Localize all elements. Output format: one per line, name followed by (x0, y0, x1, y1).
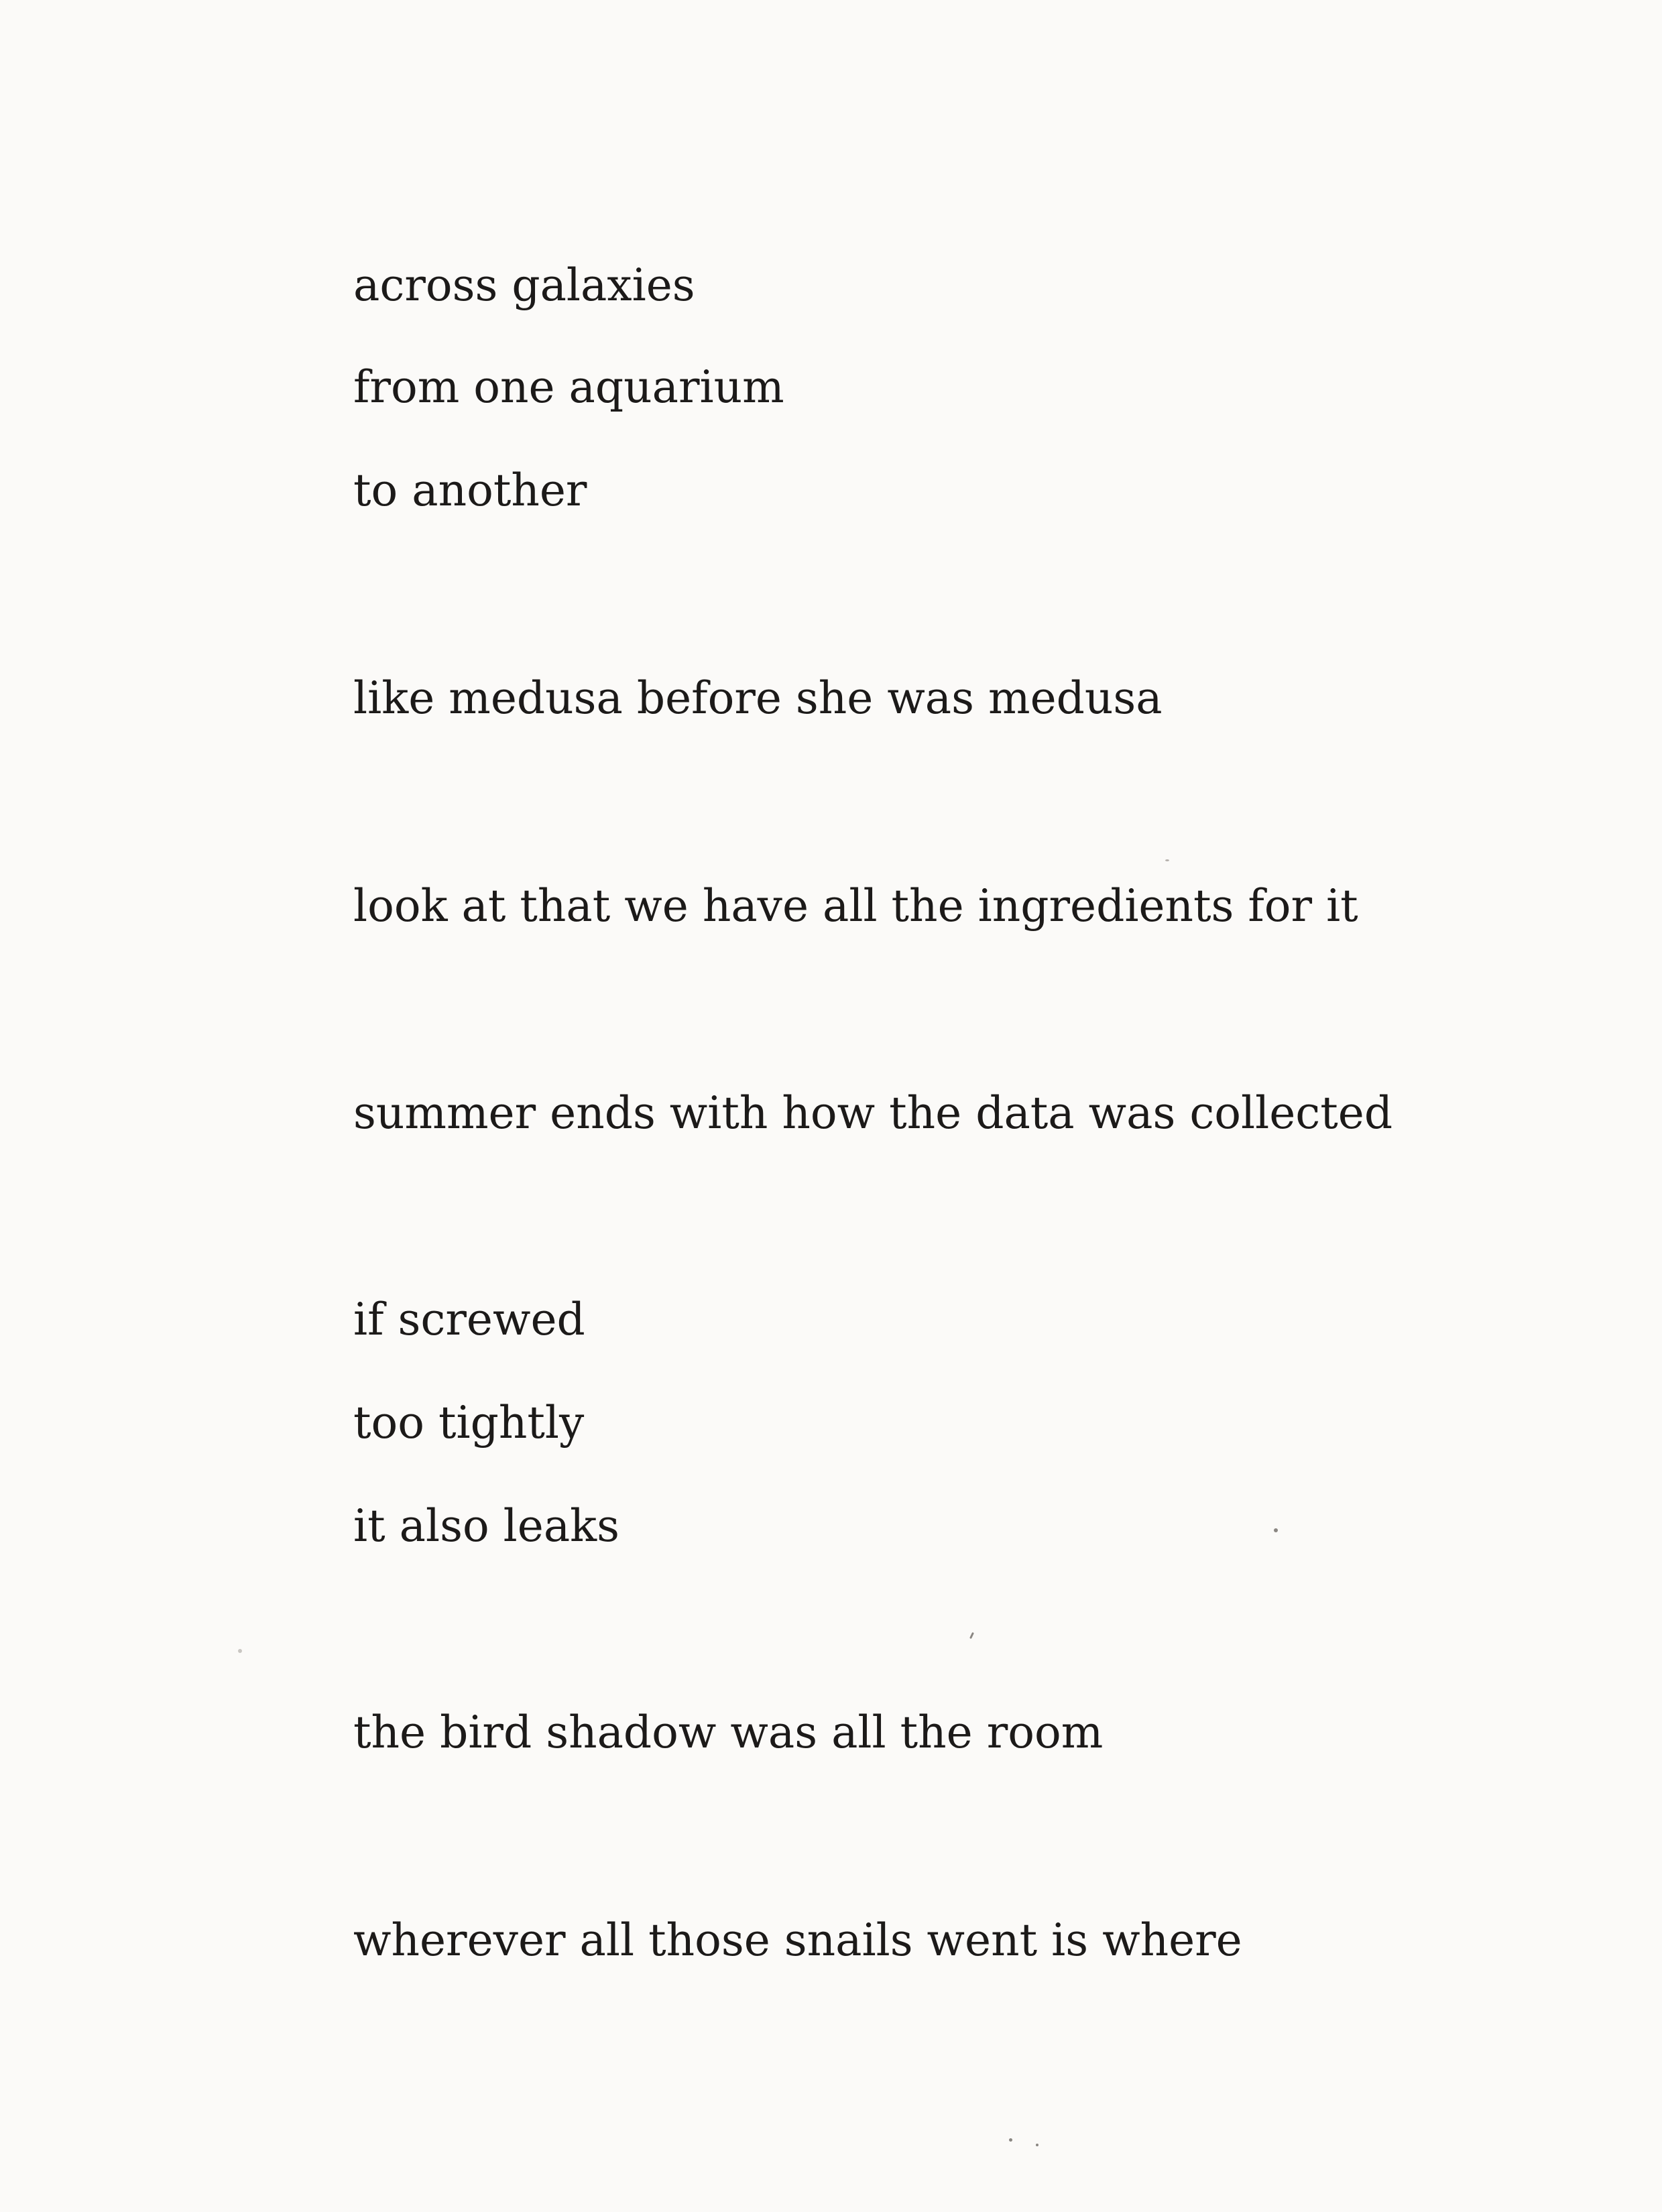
paper-speck (1036, 2144, 1038, 2146)
poem-line: summer ends with how the data was collected (353, 1087, 1393, 1139)
poem-line: look at that we have all the ingredients for it (353, 880, 1358, 932)
poem-line: it also leaks (353, 1500, 620, 1552)
paper-speck (969, 1632, 974, 1639)
poem-line: to another (353, 465, 587, 516)
poem-line: like medusa before she was medusa (353, 672, 1163, 724)
paper-speck (238, 1649, 242, 1653)
poem-line: if screwed (353, 1294, 585, 1345)
poem-line: too tightly (353, 1397, 585, 1449)
paper-speck (1165, 859, 1169, 861)
poem-line: from one aquarium (353, 361, 784, 413)
poem-line: across galaxies (353, 259, 695, 311)
paper-speck (1274, 1528, 1278, 1532)
poem-line: the bird shadow was all the room (353, 1707, 1104, 1758)
paper-speck (1009, 2138, 1012, 2142)
poem-line: wherever all those snails went is where (353, 1914, 1242, 1966)
